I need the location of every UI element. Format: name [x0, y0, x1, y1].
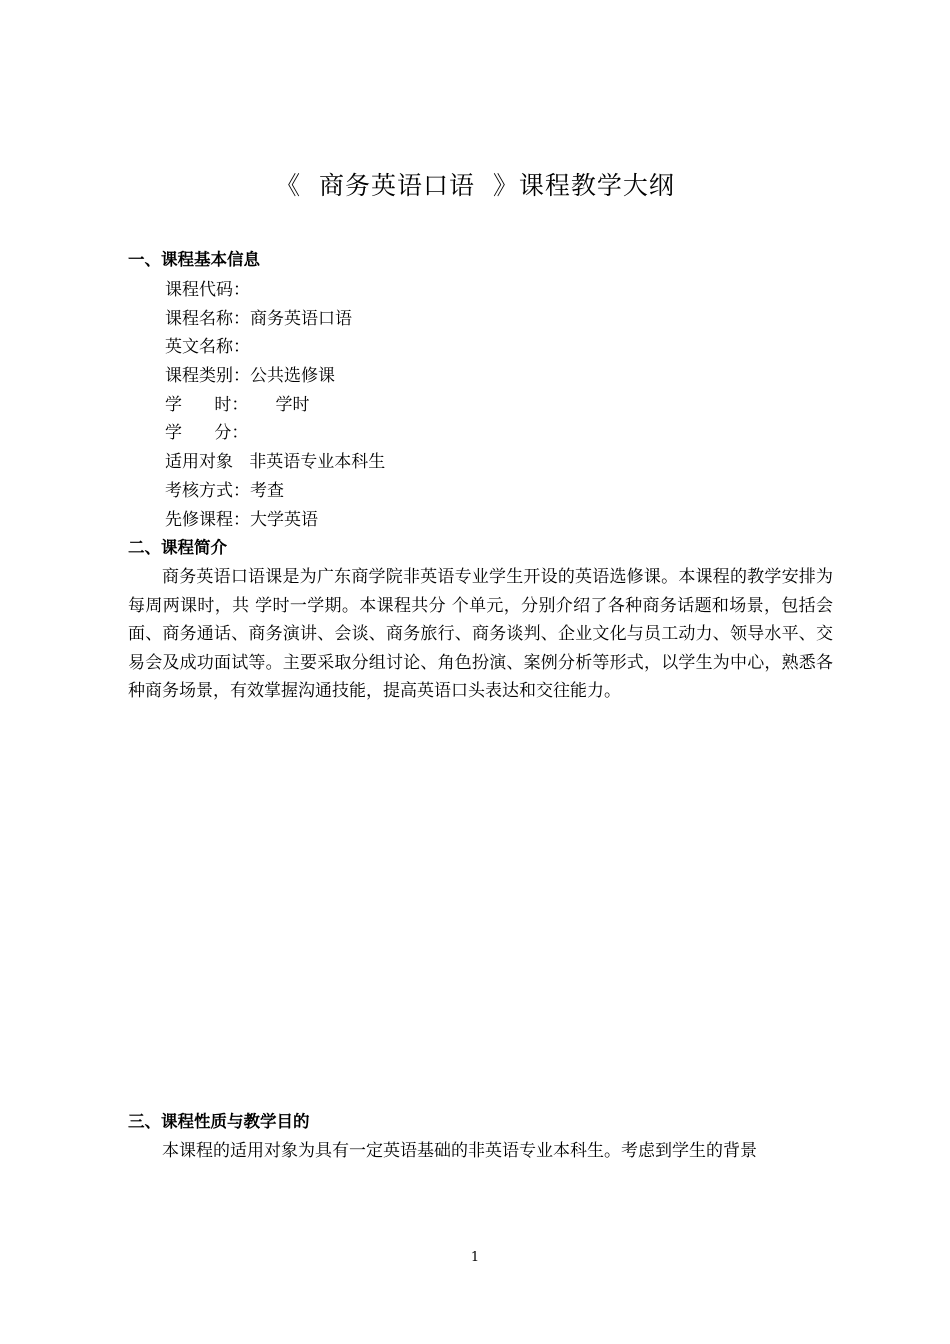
nature-paragraph: 本课程的适用对象为具有一定英语基础的非英语专业本科生。考虑到学生的背景 [162, 1141, 757, 1161]
info-row-assessment: 考核方式：考查 [165, 480, 284, 501]
intro-paragraph: 商务英语口语课是为广东商学院非英语专业学生开设的英语选修课。本课程的教学安排为每周两课时，共 学时一学期。本课程共分 个单元，分别介绍了各种商务话题和场景，包括会面、商务通话、商务演讲、会谈、商务旅行、商务谈判、企业文化与员工动力、领导水平、交易会及成功面试等。主要采取分组讨论、角色扮演、案例分析等形式，以学生为中心，熟悉各种商务场景，有效掌握沟通技能，提高英语口头表达和交往能力。 [128, 567, 833, 702]
page-number: 1 [470, 1250, 480, 1265]
section-heading-nature: 三、课程性质与教学目的 [128, 1112, 310, 1131]
section-heading-intro: 二、课程简介 [128, 538, 227, 557]
info-row-hours: 学 时： 学时 [165, 394, 310, 415]
info-row-target-audience: 适用对象 非英语专业本科生 [165, 452, 386, 473]
info-row-course-name: 课程名称：商务英语口语 [165, 308, 352, 329]
basic-info-list [165, 276, 385, 534]
info-row-course-category: 课程类别：公共选修课 [165, 366, 335, 387]
section-heading-basic-info: 一、课程基本信息 [128, 250, 260, 269]
info-row-english-name: 英文名称： [165, 337, 250, 358]
info-row-prerequisite: 先修课程：大学英语 [165, 509, 318, 530]
document-title: 《 商务英语口语 》课程教学大纲 [275, 171, 675, 200]
info-row-credits: 学 分： [165, 423, 249, 444]
info-row-course-code: 课程代码： [165, 280, 250, 300]
